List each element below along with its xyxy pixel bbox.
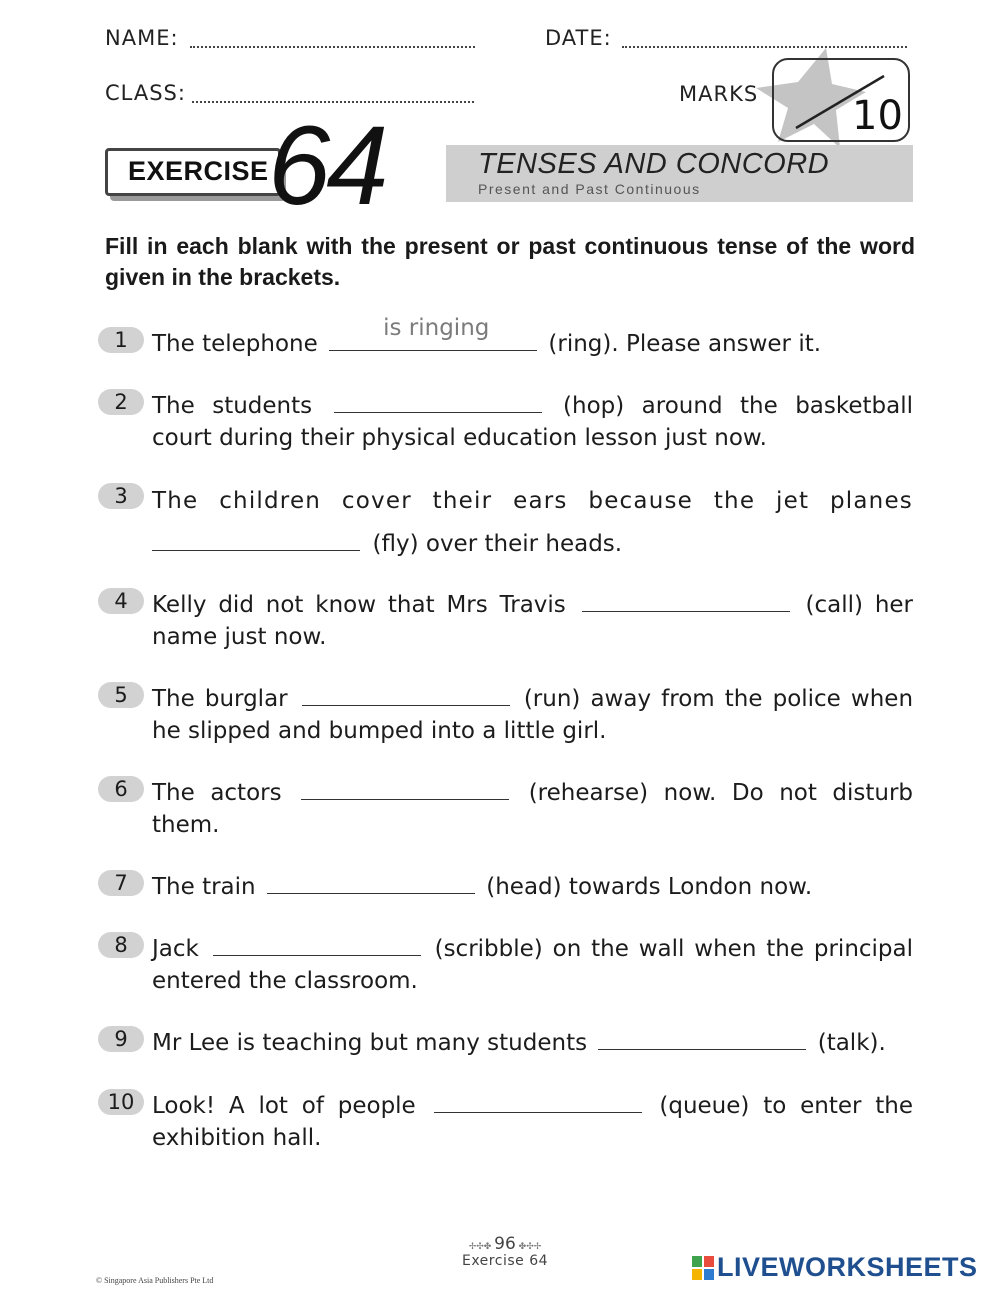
instructions: Fill in each blank with the present or past continuous tense of the word given in the brackets. bbox=[105, 233, 915, 290]
question-3 bbox=[98, 480, 913, 566]
question-text-after: (queue) to enter the exhibition hall. bbox=[152, 1093, 914, 1151]
answer-blank-2[interactable] bbox=[334, 386, 542, 413]
question-number: 1 bbox=[98, 327, 144, 353]
answer-blank-10[interactable] bbox=[434, 1086, 642, 1113]
question-6 bbox=[98, 773, 913, 841]
question-text-after: (call) her name just now. bbox=[152, 592, 914, 650]
question-text-before: The train bbox=[152, 874, 256, 900]
copyright-notice: © Singapore Asia Publishers Pte Ltd bbox=[96, 1276, 214, 1285]
marks-label: MARKS bbox=[679, 82, 759, 106]
question-text-after: (scribble) on the wall when the principal entered the classroom. bbox=[152, 936, 914, 994]
question-text-before: The children cover their ears because the jet planes bbox=[152, 488, 913, 514]
question-text-before: Look! A lot of people bbox=[152, 1093, 416, 1119]
question-text-after: (fly) over their heads. bbox=[372, 531, 623, 557]
answer-blank-3[interactable] bbox=[152, 524, 360, 551]
question-4 bbox=[98, 585, 913, 653]
answer-blank-6[interactable] bbox=[301, 773, 509, 800]
question-text-after: (rehearse) now. Do not disturb them. bbox=[152, 780, 914, 838]
page-number-value: 96 bbox=[494, 1234, 516, 1254]
question-number: 7 bbox=[98, 870, 144, 896]
question-text-after: (hop) around the basketball court during their physical education lesson just now. bbox=[152, 393, 914, 451]
question-text-after: (run) away from the police when he slipped and bumped into a little girl. bbox=[152, 686, 914, 744]
question-number: 3 bbox=[98, 483, 144, 509]
answer-blank-9[interactable] bbox=[598, 1023, 806, 1050]
footer-exercise-ref: Exercise 64 bbox=[461, 1253, 549, 1269]
answer-blank-4[interactable] bbox=[582, 585, 790, 612]
liveworksheets-logo-icon bbox=[692, 1256, 714, 1280]
topic-subtitle: Present and Past Continuous bbox=[478, 181, 701, 197]
question-number: 6 bbox=[98, 776, 144, 802]
topic-title: TENSES AND CONCORD bbox=[478, 148, 830, 180]
question-text-before: The students bbox=[152, 393, 313, 419]
question-number: 10 bbox=[98, 1089, 144, 1115]
question-8 bbox=[98, 929, 913, 997]
filled-answer: is ringing bbox=[383, 315, 490, 341]
brand-name[interactable]: LIVEWORKSHEETS bbox=[717, 1252, 978, 1282]
question-text-before: The burglar bbox=[152, 686, 288, 712]
marks-total: 10 bbox=[852, 93, 903, 139]
exercise-label: EXERCISE bbox=[128, 156, 269, 186]
question-text-before: Kelly did not know that Mrs Travis bbox=[152, 592, 566, 618]
date-label: DATE: bbox=[545, 26, 612, 50]
answer-blank-5[interactable] bbox=[302, 679, 510, 706]
question-number: 8 bbox=[98, 932, 144, 958]
question-1 bbox=[98, 315, 913, 360]
question-10 bbox=[98, 1086, 913, 1154]
name-label: NAME: bbox=[105, 26, 179, 50]
question-number: 5 bbox=[98, 682, 144, 708]
question-number: 9 bbox=[98, 1026, 144, 1052]
ornament-icon: ✤✣✢ bbox=[515, 1242, 542, 1252]
exercise-number: 64 bbox=[268, 103, 385, 228]
question-text-before: The actors bbox=[152, 780, 282, 806]
question-text-after: (ring). Please answer it. bbox=[548, 331, 822, 357]
name-field[interactable] bbox=[190, 46, 475, 48]
question-text-before: The telephone bbox=[152, 331, 318, 357]
question-2 bbox=[98, 386, 913, 454]
question-text-after: (head) towards London now. bbox=[486, 874, 813, 900]
class-label: CLASS: bbox=[105, 81, 186, 105]
ornament-icon: ✢✣✤ bbox=[468, 1242, 495, 1252]
page-number bbox=[455, 1234, 555, 1254]
question-text-after: (talk). bbox=[817, 1030, 886, 1056]
question-9 bbox=[98, 1023, 913, 1059]
answer-blank-7[interactable] bbox=[267, 867, 475, 894]
answer-blank-1[interactable] bbox=[329, 315, 537, 351]
question-text-before: Jack bbox=[152, 936, 199, 962]
answer-blank-8[interactable] bbox=[213, 929, 421, 956]
question-text-before: Mr Lee is teaching but many students bbox=[152, 1030, 588, 1056]
question-5 bbox=[98, 679, 913, 747]
question-number: 4 bbox=[98, 588, 144, 614]
question-7 bbox=[98, 867, 913, 903]
question-number: 2 bbox=[98, 389, 144, 415]
